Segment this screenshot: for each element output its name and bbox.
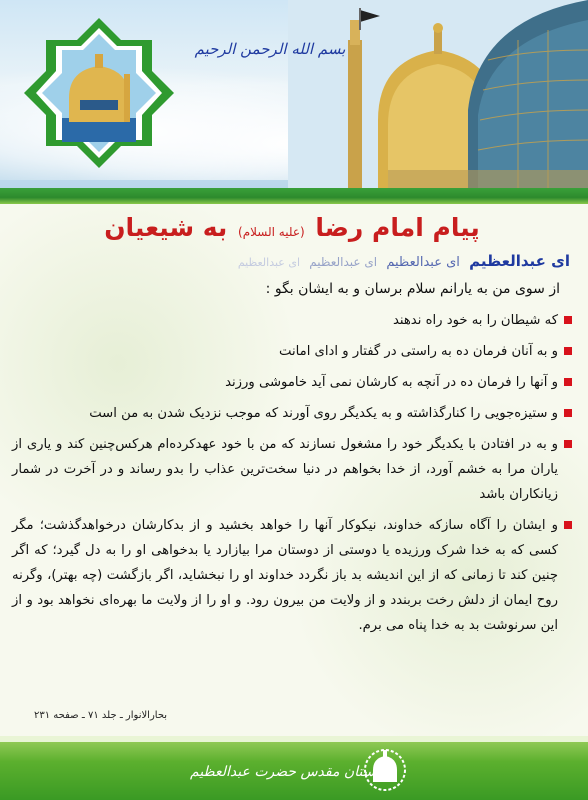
message-panel <box>0 204 588 736</box>
basmala-calligraphy: بسم الله الرحمن الرحیم <box>194 40 346 58</box>
bullet-square-icon <box>564 316 572 324</box>
source-citation: بحارالانوار ـ جلد ۷۱ ـ صفحه ۲۳۱ <box>34 710 168 721</box>
header-banner <box>0 0 588 190</box>
shrine-dome-image <box>288 0 588 190</box>
address-line <box>10 252 570 270</box>
list-item-text: که شیطان را به خود راه ندهند <box>392 313 558 328</box>
page-title <box>12 210 572 250</box>
list-item <box>12 308 574 333</box>
bullet-square-icon <box>564 440 572 448</box>
list-item-text: و آنها را فرمان ده در آنچه به کارشان نمی آید خاموشی ورزند <box>225 375 558 390</box>
list-item <box>12 513 574 638</box>
list-item <box>12 339 574 364</box>
address-phrase-3: ای عبدالعظیم <box>309 255 378 269</box>
address-phrase-2: ای عبدالعظیم <box>386 255 460 270</box>
header-divider-band <box>0 188 588 204</box>
title-main-before: پیام امام رضا <box>315 213 480 242</box>
shrine-star-frame <box>24 18 174 168</box>
bullet-square-icon <box>564 409 572 417</box>
intro-text: از سوی من به یارانم سلام برسان و به ایشان بگو : <box>265 281 560 297</box>
list-item <box>12 370 574 395</box>
shrine-logo <box>180 742 410 796</box>
title-honorific: (علیه السلام) <box>238 225 305 239</box>
bullet-square-icon <box>564 378 572 386</box>
list-item-text: و ستیزه‌جویی را کنارگذاشته و به یکدیگر روی آورند که موجب نزدیک شدن به من است <box>89 406 558 421</box>
list-item <box>12 401 574 426</box>
address-phrase-4: ای عبدالعظیم <box>237 256 301 269</box>
footer-logo-text: آستان مقدس حضرت عبدالعظیم <box>190 764 379 780</box>
list-item-text: و به در افتادن با یکدیگر خود را مشغول نسازند که من با خود عهدکرده‌ام هرکس‌چنین کند و یاری از یاران مرا به خشم آورد، از خدا بخواهم در دنیا سخت‌ترین عذاب را بدو رساند و در آخرت در شمار زیانکاران باشد <box>12 437 558 502</box>
bullet-square-icon <box>564 521 572 529</box>
list-item-text: و ایشان را آگاه سازکه خداوند، نیکوکار آنها را خواهد بخشید و از بدکارشان در‌خواهد‌گذشت؛ مگر کسی که به خدا شرک ورزیده یا دوستی از دوستان مرا بیازارد یا بدخواهی او را به دل گیرد؛ که اگر چنین کند تا زمانی که از این اندیشه بد باز نگردد خداوند او را نبخشاید، اگر بازگشت (چه بهتر)، وگرنه روح ایمان از دلش رخت بربندد و از ولایت من بیرون رود. و او را از ولایت ما بهره‌ای نخواهد بود و از این سرنوشت بد به خدا پناه می برم. <box>12 518 558 633</box>
list-item <box>12 432 574 507</box>
message-list <box>12 308 574 638</box>
list-item-text: و به آنان فرمان ده به راستی در گفتار و ادای امانت <box>279 344 558 359</box>
bullet-square-icon <box>564 347 572 355</box>
address-phrase-1: ای عبدالعظیم <box>469 252 570 270</box>
title-main-after: به شیعیان <box>104 213 228 242</box>
